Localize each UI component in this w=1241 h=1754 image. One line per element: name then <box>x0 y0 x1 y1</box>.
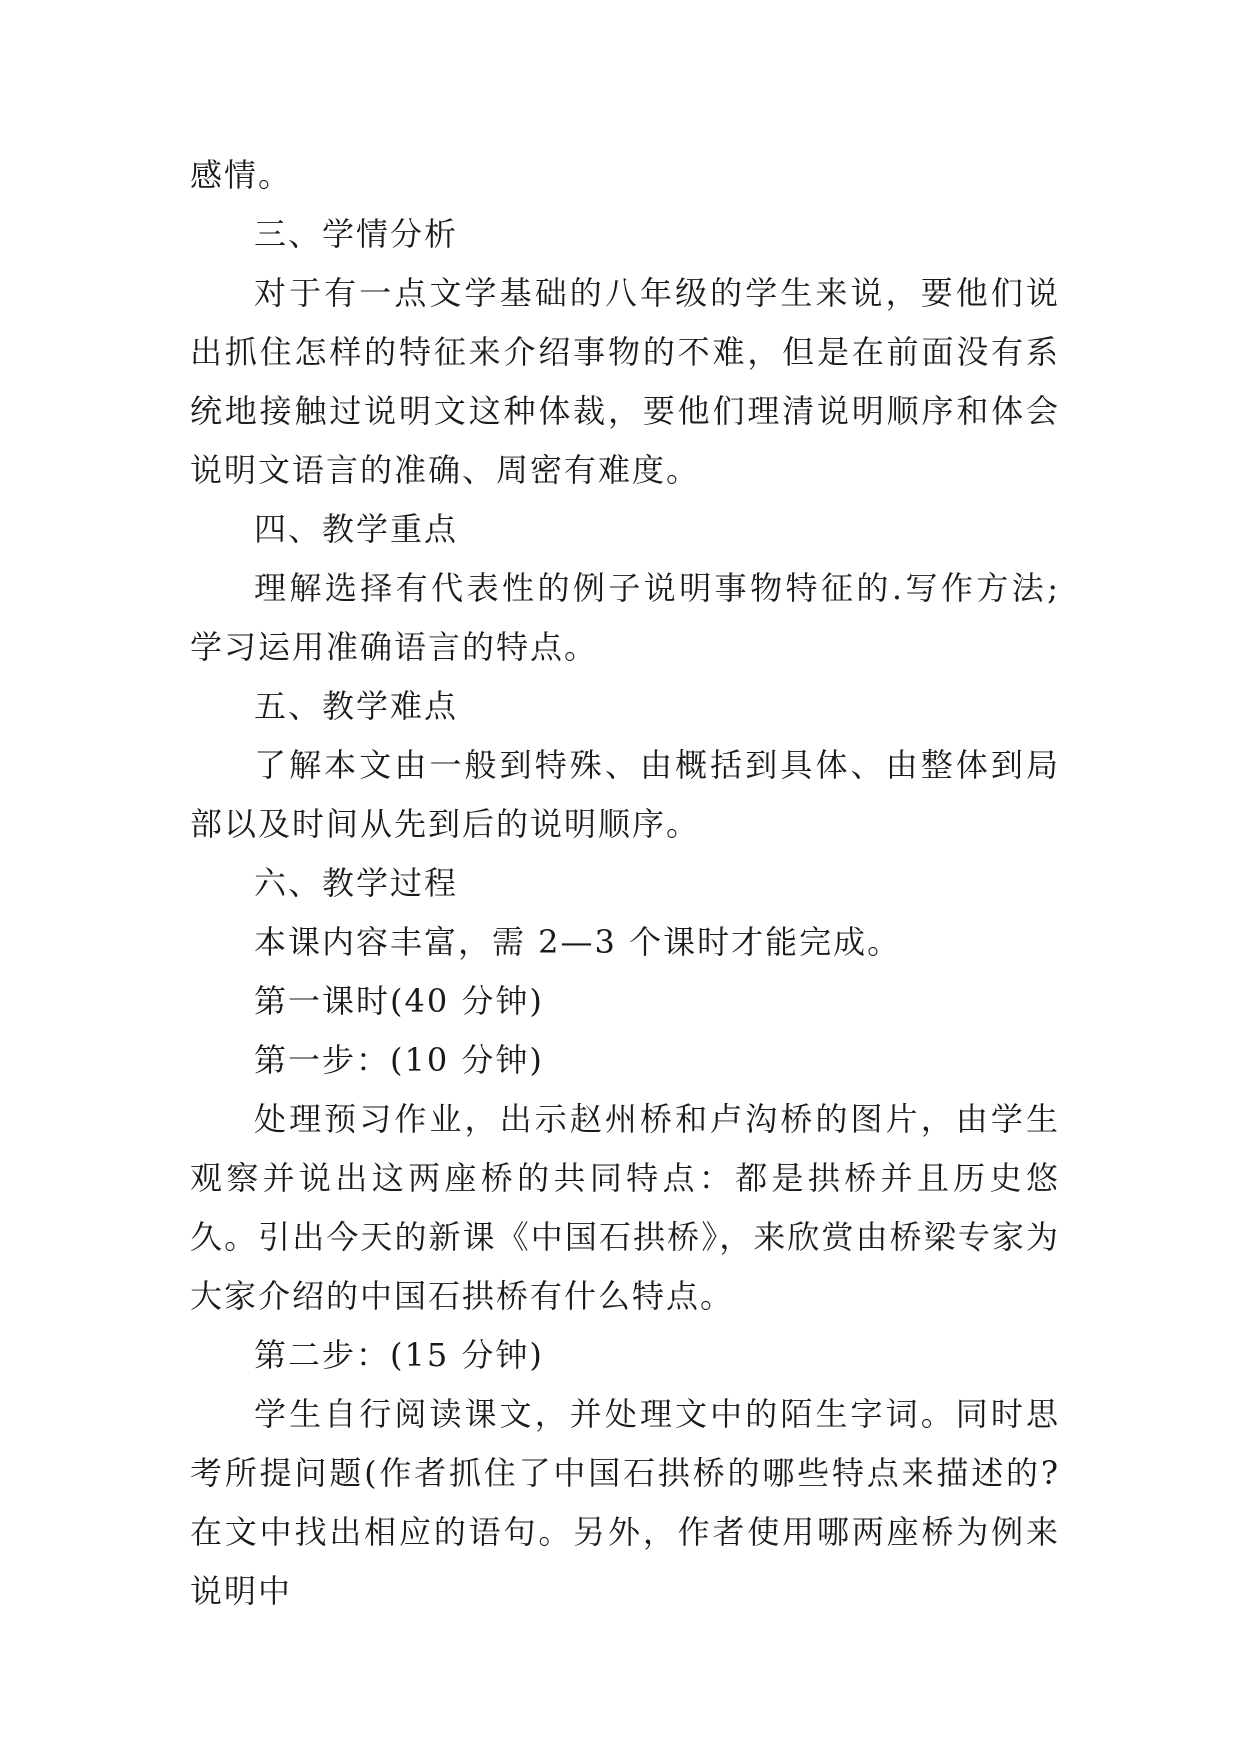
section-heading-learning-analysis: 三、学情分析 <box>254 215 459 253</box>
paragraph-step-one: 处理预习作业，出示赵州桥和卢沟桥的图片，由学生观察并说出这两座桥的共同特点：都是拱桥并且历史悠久。引出今天的新课《中国石拱桥》，来欣赏由桥梁专家为大家介绍的中国石拱桥有什么特点。 <box>190 1100 1060 1315</box>
section-heading-key-points: 四、教学重点 <box>254 510 459 548</box>
section-heading-difficulties: 五、教学难点 <box>254 687 459 725</box>
paragraph-ending: 感情。 <box>190 156 293 194</box>
paragraph-key-points: 理解选择有代表性的例子说明事物特征的.写作方法;学习运用准确语言的特点。 <box>190 569 1060 666</box>
paragraph-process-intro: 本课内容丰富，需 2—3 个课时才能完成。 <box>254 923 902 961</box>
section-heading-process: 六、教学过程 <box>254 864 459 902</box>
document-body <box>190 146 1060 1621</box>
paragraph-first-period: 第一课时(40 分钟) <box>254 982 544 1020</box>
paragraph-step-two: 学生自行阅读课文，并处理文中的陌生字词。同时思考所提问题(作者抓住了中国石拱桥的哪些特点来描述的?在文中找出相应的语句。另外，作者使用哪两座桥为例来说明中 <box>190 1395 1060 1610</box>
paragraph-learning-analysis: 对于有一点文学基础的八年级的学生来说，要他们说出抓住怎样的特征来介绍事物的不难，但是在前面没有系统地接触过说明文这种体裁，要他们理清说明顺序和体会说明文语言的准确、周密有难度。 <box>190 274 1060 489</box>
paragraph-step-one-label: 第一步：(10 分钟) <box>254 1041 544 1079</box>
paragraph-difficulties: 了解本文由一般到特殊、由概括到具体、由整体到局部以及时间从先到后的说明顺序。 <box>190 746 1060 843</box>
paragraph-step-two-label: 第二步：(15 分钟) <box>254 1336 544 1374</box>
